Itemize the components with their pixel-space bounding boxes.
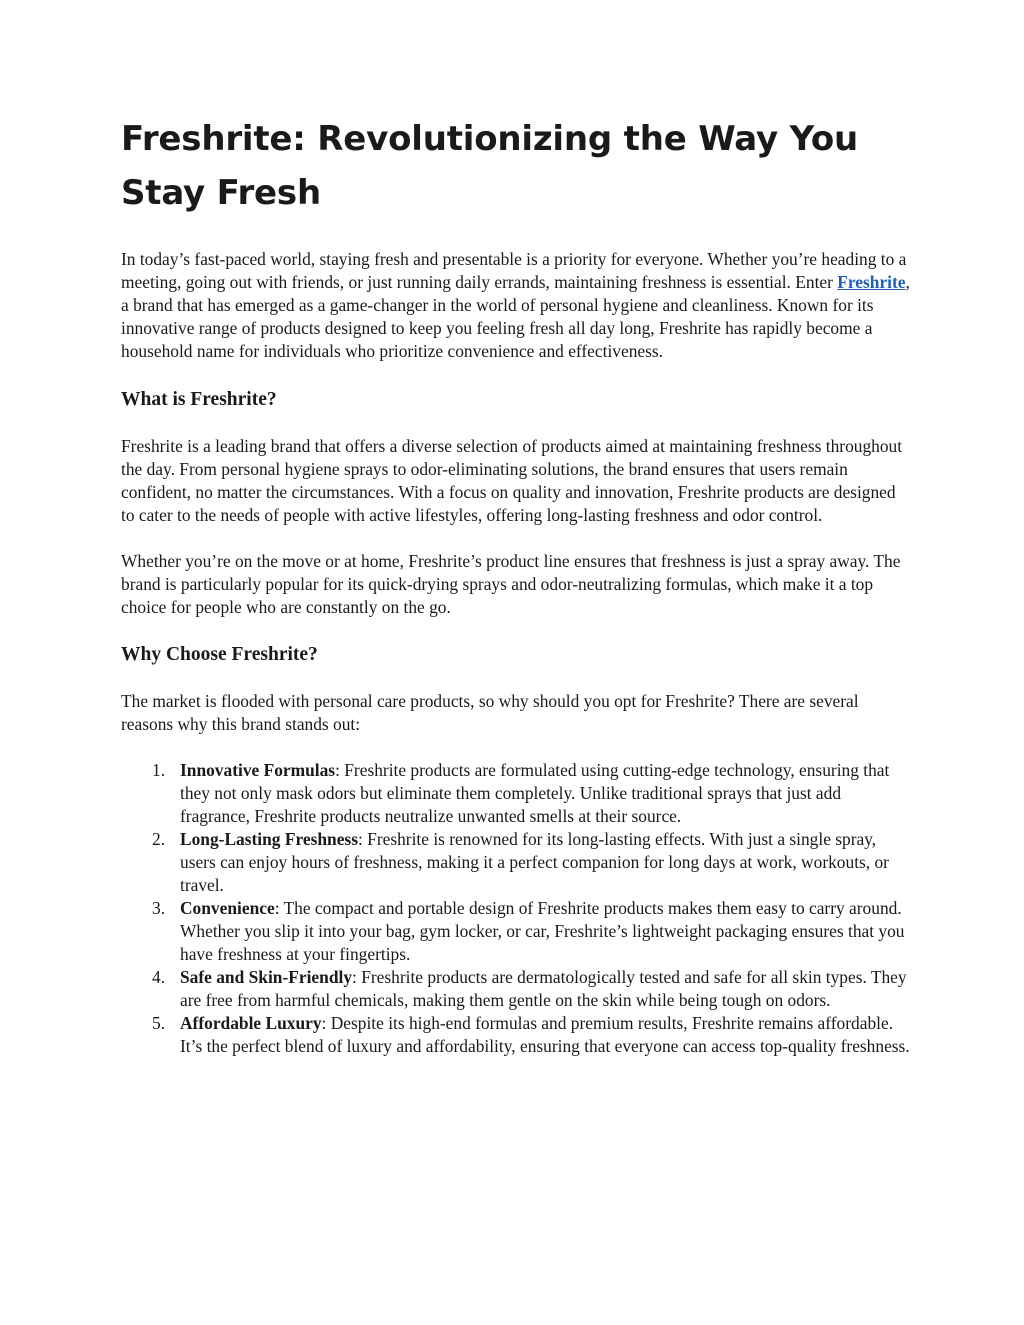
list-item-number: 1. xyxy=(152,760,166,780)
page-title: Freshrite: Revolutionizing the Way You Stay Fresh xyxy=(121,119,859,213)
document-page xyxy=(121,112,911,1058)
list-item xyxy=(121,759,911,828)
intro-paragraph xyxy=(121,248,911,363)
list-item-text: : Freshrite products are dermatologically tested and safe for all skin types. They are free from harmful chemicals, making them gentle on the skin while being tough on odors. xyxy=(180,967,907,1010)
what-is-heading: What is Freshrite? xyxy=(121,389,277,410)
list-item xyxy=(121,966,911,1012)
list-item-title: Affordable Luxury xyxy=(180,1013,322,1033)
reasons-list xyxy=(121,759,911,1058)
list-item-title: Safe and Skin-Friendly xyxy=(180,967,353,987)
list-item xyxy=(121,897,911,966)
list-item-number: 4. xyxy=(152,967,166,987)
list-item-text: : Despite its high-end formulas and premium results, Freshrite remains affordable. It’s the perfect blend of luxury and affordability, ensuring that everyone can access top-quality freshness. xyxy=(180,1013,910,1056)
intro-text-before: In today’s fast-paced world, staying fresh and presentable is a priority for everyone. Whether you’re heading to a meeting, going out with friends, or just running daily errands, maintaining freshness is essential. Enter xyxy=(121,249,907,292)
list-item-number: 2. xyxy=(152,829,166,849)
what-paragraph-2: Whether you’re on the move or at home, Freshrite’s product line ensures that freshness is just a spray away. The brand is particularly popular for its quick-drying sprays and odor-neutralizing formulas, which make it a top choice for people who are constantly on the go. xyxy=(121,551,901,617)
freshrite-link[interactable]: Freshrite xyxy=(837,272,906,292)
intro-text-after: , a brand that has emerged as a game-changer in the world of personal hygiene and cleanliness. Known for its innovative range of products designed to keep you feeling fresh all day long, Freshrite has rapidly become a household name for individuals who prioritize convenience and effectiveness. xyxy=(121,272,910,361)
list-item-text: : Freshrite products are formulated using cutting-edge technology, ensuring that they not only mask odors but eliminate them completely. Unlike traditional sprays that just add fragrance, Freshrite products neutralize unwanted smells at their source. xyxy=(180,760,890,826)
list-item-title: Innovative Formulas xyxy=(180,760,336,780)
list-item xyxy=(121,1012,911,1058)
list-item-number: 5. xyxy=(152,1013,166,1033)
list-item-text: : Freshrite is renowned for its long-lasting effects. With just a single spray, users can enjoy hours of freshness, making it a perfect companion for long days at work, workouts, or travel. xyxy=(180,829,889,895)
list-item-text: : The compact and portable design of Freshrite products makes them easy to carry around. Whether you slip it into your bag, gym locker, or car, Freshrite’s lightweight packaging ensures that you have freshness at your fingertips. xyxy=(180,898,905,964)
list-item-title: Convenience xyxy=(180,898,275,918)
why-choose-heading: Why Choose Freshrite? xyxy=(121,644,318,665)
list-item-number: 3. xyxy=(152,898,166,918)
list-item-title: Long-Lasting Freshness xyxy=(180,829,358,849)
list-item xyxy=(121,828,911,897)
why-intro-paragraph: The market is flooded with personal care products, so why should you opt for Freshrite? There are several reasons why this brand stands out: xyxy=(121,691,859,734)
what-paragraph-1: Freshrite is a leading brand that offers a diverse selection of products aimed at maintaining freshness throughout the day. From personal hygiene sprays to odor-eliminating solutions, the brand ensures that users remain confident, no matter the circumstances. With a focus on quality and innovation, Freshrite products are designed to cater to the needs of people with active lifestyles, offering long-lasting freshness and odor control. xyxy=(121,436,903,525)
